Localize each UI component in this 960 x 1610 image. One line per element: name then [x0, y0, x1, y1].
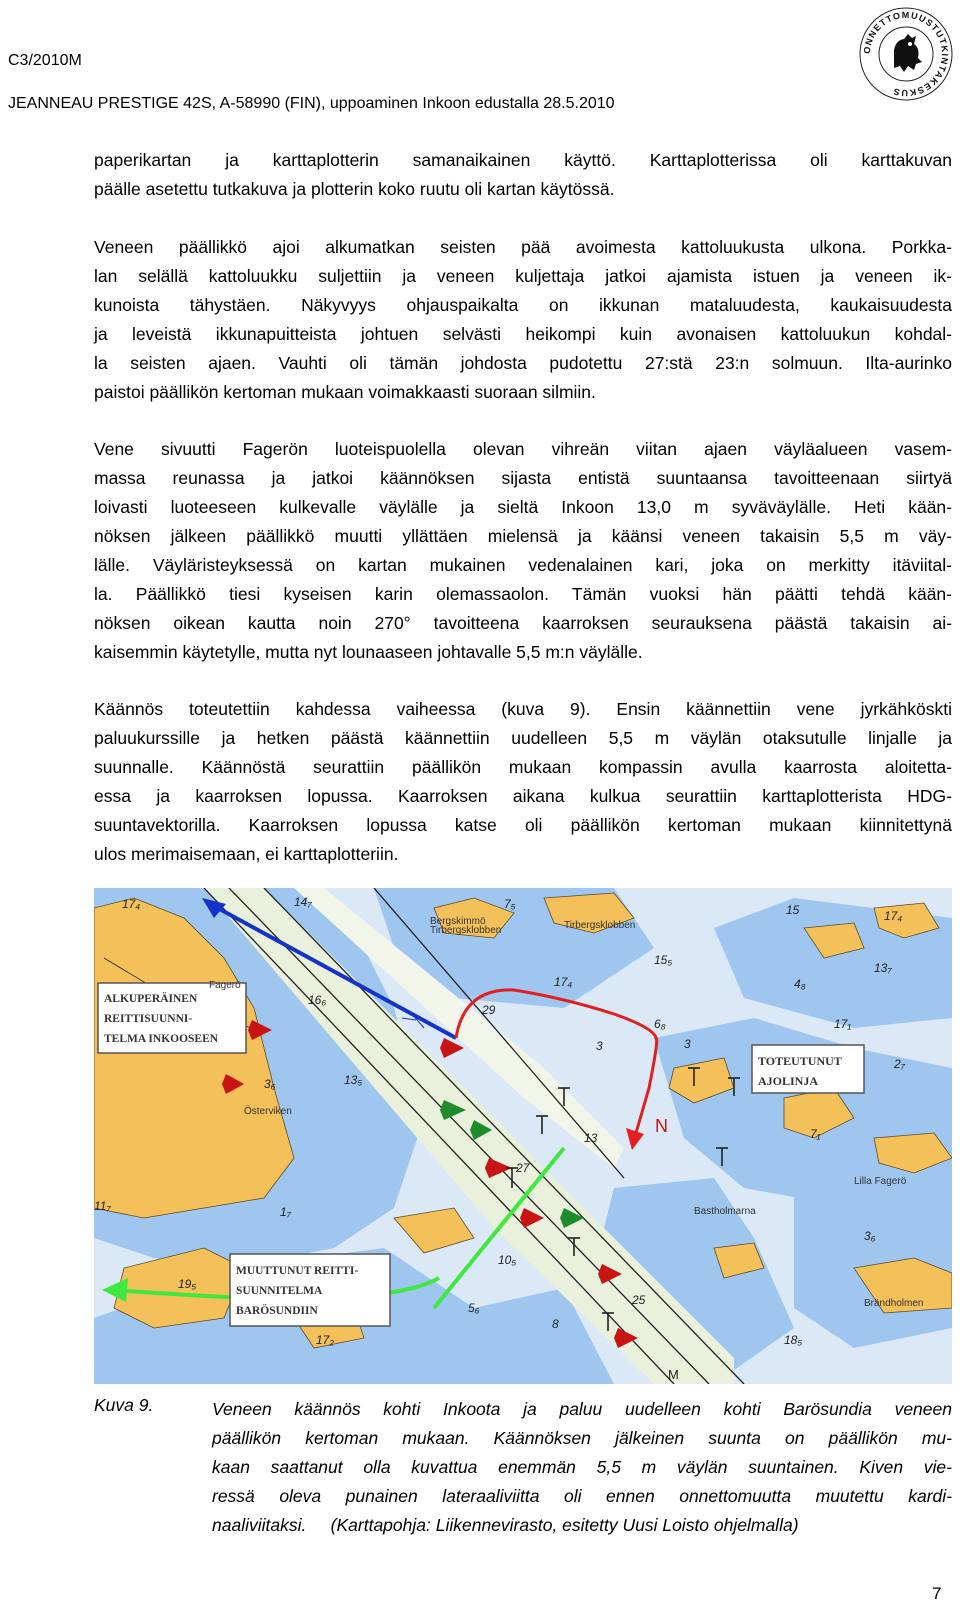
lion-emblem-icon — [894, 34, 922, 72]
svg-text:27: 27 — [516, 1161, 530, 1175]
figure-label: Kuva 9. — [94, 1395, 154, 1415]
svg-text:4₈: 4₈ — [794, 977, 806, 991]
svg-text:5₆: 5₆ — [468, 1301, 480, 1315]
page-number: 7 — [932, 1584, 942, 1603]
svg-text:BARÖSUNDIIN: BARÖSUNDIIN — [236, 1305, 318, 1317]
svg-text:15: 15 — [786, 903, 800, 917]
svg-text:REITTISUUNNI-: REITTISUUNNI- — [104, 1013, 193, 1025]
svg-text:3₆: 3₆ — [864, 1229, 876, 1243]
paragraph-2: Veneen päällikkö ajoi alkumatkan seisten pää avoimesta kattoluukusta ulkona. Porkka- lan selällä kattoluukku suljettiin ja veneen kuljettaja jatkoi ajamista istuen ja veneen ik- kunoista tähystäen. Näkyvyys ohjauspaikalta on ikkunan mataluudesta, kaukaisuudesta ja leveistä ikkunapuitteista johtuen selvästi heikompi kuin avonaisen kattoluukun kohdal- la seisten ajaen. Vauhti oli tämän johdosta pudotettu 27:stä 23:n solmuun. Ilta-aurinko paistoi päällikön kertoman mukaan voimakkaasti suoraan silmiin. — [94, 237, 952, 402]
svg-text:17₄: 17₄ — [884, 909, 903, 923]
figure-caption: Veneen käännös kohti Inkoota ja paluu uudelleen kohti Barösundia veneen päällikön kertoman mukaan. Käännöksen jälkeinen suunta on päällikön mu- kaan saattanut olla kuvattua enemmän 5,5 m väylän suuntainen. Kiven vie- ressä oleva punainen lateraaliviitta oli ennen onnettomuutta muutettu kardi- naaliviitaksi. (Karttapohja: Liikennevirasto, esitetty Uusi Loisto ohjelmalla) — [212, 1399, 952, 1535]
paragraph-1: paperikartan ja karttaplotterin samanaikainen käyttö. Karttaplotterissa oli karttakuvan päälle asetettu tutkakuva ja plotterin koko ruutu oli kartan käytössä. — [94, 150, 952, 199]
report-title: JEANNEAU PRESTIGE 42S, A-58990 (FIN), uppoaminen Inkoon edustalla 28.5.2010 — [8, 95, 615, 112]
svg-text:13: 13 — [584, 1131, 598, 1145]
svg-text:AJOLINJA: AJOLINJA — [758, 1074, 819, 1088]
svg-text:MUUTTUNUT REITTI-: MUUTTUNUT REITTI- — [236, 1265, 359, 1277]
svg-text:8: 8 — [552, 1317, 559, 1331]
svg-text:17₄: 17₄ — [554, 975, 573, 989]
svg-text:TOTEUTUNUT: TOTEUTUNUT — [758, 1054, 842, 1068]
svg-text:Bergskimmö: Bergskimmö — [430, 916, 486, 927]
svg-text:7₁: 7₁ — [810, 1127, 821, 1141]
svg-text:18₅: 18₅ — [784, 1333, 803, 1347]
svg-text:Lilla Fagerö: Lilla Fagerö — [854, 1176, 907, 1187]
svg-text:Österviken: Österviken — [244, 1106, 292, 1117]
route-box-actual — [752, 1045, 864, 1093]
north-letter: N — [655, 1116, 668, 1136]
svg-text:Fagerö: Fagerö — [209, 980, 241, 991]
svg-text:17₄: 17₄ — [122, 897, 141, 911]
m-letter: M — [668, 1367, 679, 1382]
route-box-original — [98, 983, 246, 1053]
svg-text:10₅: 10₅ — [498, 1253, 517, 1267]
svg-text:11₇: 11₇ — [94, 1199, 111, 1213]
svg-text:7₅: 7₅ — [504, 897, 516, 911]
svg-text:SUUNNITELMA: SUUNNITELMA — [236, 1285, 323, 1297]
svg-text:17₁: 17₁ — [834, 1017, 852, 1031]
paragraph-3: Vene sivuutti Fagerön luoteispuolella olevan vihreän viitan ajaen väyläalueen vasem- massa reunassa ja jatkoi käännöksen sijasta entistä suuntaansa tavoitteenaan siirtyä loivasti luoteeseen kulkevalle väylälle ja sieltä Inkoon 13,0 m syväväylälle. Heti kään- nöksen jälkeen päällikkö muutti yllättäen mielensä ja käänsi veneen takaisin 5,5 m väy- lälle. Väyläristeyksessä on kartan mukainen vedenalainen kari, joka on merkitty itäviital- la. Päällikkö tiesi kyseisen karin olemassaolon. Tämän vuoksi hän päätti tehdä kään- nöksen oikean kautta noin 270° tavoitteena kaarroksen seurauksena päästä takaisin ai- kaisemmin käytetylle, mutta nyt lounaaseen johtavalle 5,5 m:n väylälle. — [94, 439, 952, 662]
svg-text:3: 3 — [684, 1037, 691, 1051]
svg-text:ALKUPERÄINEN: ALKUPERÄINEN — [104, 993, 198, 1005]
paragraph-4: Käännös toteutettiin kahdessa vaiheessa (kuva 9). Ensin käännettiin vene jyrkähköskti paluukurssille ja hetken päästä käännettiin uudelleen 5,5 m väylän otaksutulle linjalle ja suunnalle. Käännöstä seurattiin päällikön mukaan kompassin avulla kaarrosta aloitetta- essa ja kaarroksen lopussa. Kaarroksen aikana kulkua seurattiin karttaplotterista HDG- suuntavektorilla. Kaarroksen lopussa katse oli päällikön kertoman mukaan kiinnitettynä ulos merimaisemaan, ei karttaplotteriin. — [94, 699, 952, 864]
report-id: C3/2010M — [8, 52, 82, 69]
route-box-changed — [230, 1254, 390, 1326]
svg-text:6₈: 6₈ — [654, 1017, 666, 1031]
svg-text:Tirbergsklobben: Tirbergsklobben — [430, 925, 502, 936]
svg-text:Brändholmen: Brändholmen — [864, 1298, 924, 1309]
svg-text:Bastholmarna: Bastholmarna — [694, 1206, 756, 1217]
svg-text:29: 29 — [482, 1003, 496, 1017]
investigation-board-logo — [858, 6, 954, 102]
svg-text:19₅: 19₅ — [178, 1277, 197, 1291]
svg-text:14₇: 14₇ — [294, 895, 312, 909]
svg-text:13₇: 13₇ — [874, 961, 892, 975]
svg-text:3: 3 — [596, 1039, 603, 1053]
svg-text:TELMA INKOOSEEN: TELMA INKOOSEEN — [104, 1033, 219, 1045]
nautical-chart-figure — [94, 888, 952, 1384]
svg-text:2₇: 2₇ — [894, 1057, 905, 1071]
svg-text:16₆: 16₆ — [308, 993, 327, 1007]
svg-text:17₂: 17₂ — [316, 1333, 334, 1347]
svg-text:13₅: 13₅ — [344, 1073, 363, 1087]
svg-text:15₅: 15₅ — [654, 953, 673, 967]
svg-text:25: 25 — [632, 1293, 646, 1307]
svg-text:Tirbergsklobben: Tirbergsklobben — [564, 920, 636, 931]
svg-text:3₆: 3₆ — [264, 1077, 276, 1091]
svg-text:1₇: 1₇ — [280, 1205, 291, 1219]
svg-text:ONNETTOMUUSTUTKINTAKESKUS: ONNETTOMUUSTUTKINTAKESKUS — [861, 9, 951, 99]
